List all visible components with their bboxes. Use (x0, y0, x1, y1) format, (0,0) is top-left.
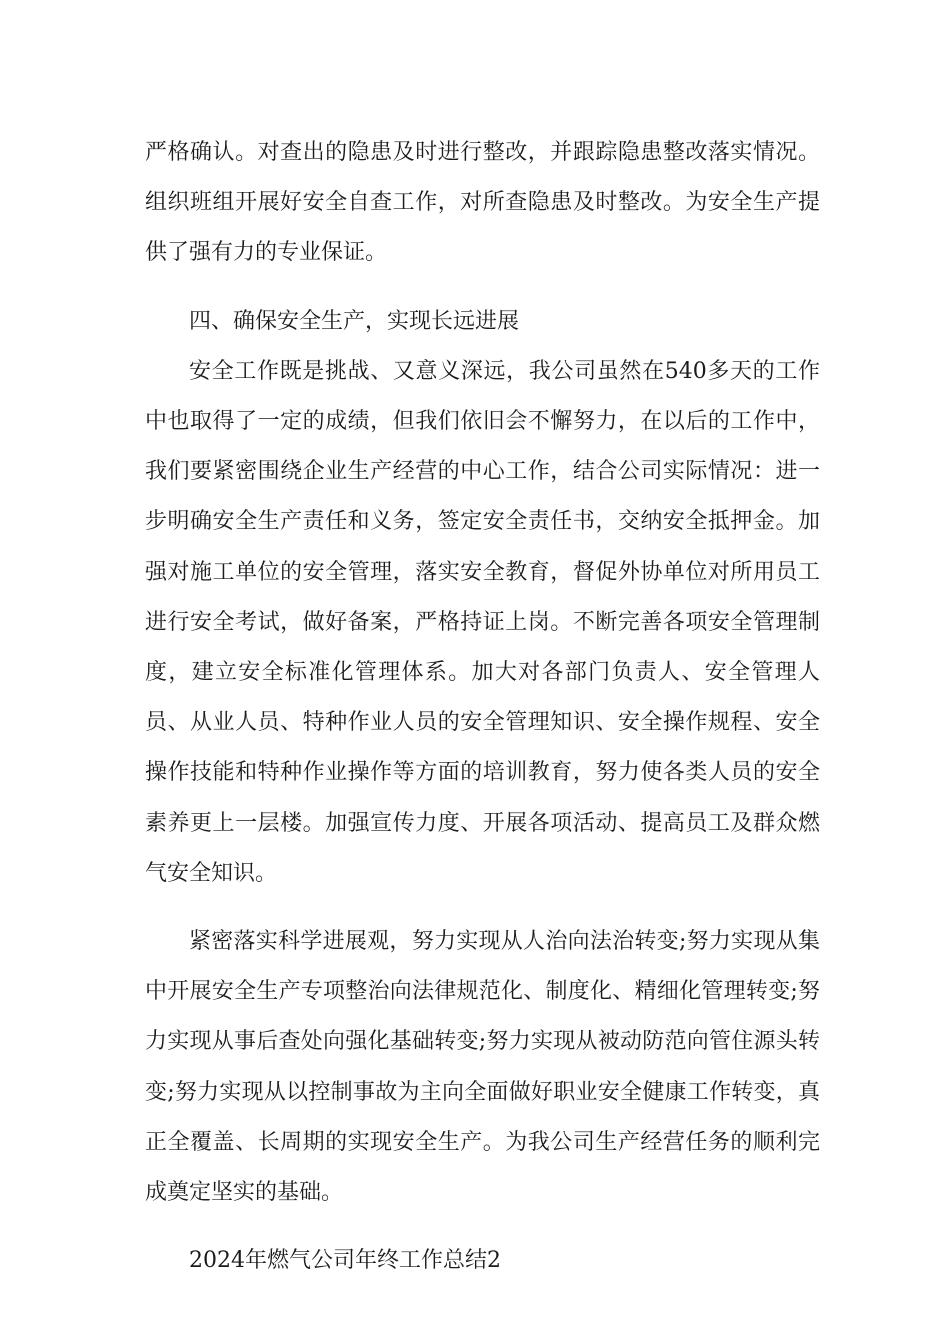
section-heading-four: 四、确保安全生产，实现长远进展 (189, 308, 520, 334)
document-body (145, 128, 820, 1286)
paragraph-gap (145, 899, 820, 917)
next-document-title: 2024年燃气公司年终工作总结2 (189, 1248, 501, 1274)
paragraph-continuation: 严格确认。对查出的隐患及时进行整改，并跟踪隐患整改落实情况。组织班组开展好安全自查工作，对所查隐患及时整改。为安全生产提供了强有力的专业保证。 (145, 140, 820, 266)
paragraph-gap (145, 1218, 820, 1236)
paragraph-scientific-development: 紧密落实科学进展观，努力实现从人治向法治转变;努力实现从集中开展安全生产专项整治向法律规范化、制度化、精细化管理转变;努力实现从事后查处向强化基础转变;努力实现从被动防范向管住源头转变;努力实现从以控制事故为主向全面做好职业安全健康工作转变，真正全覆盖、长周期的实现安全生产。为我公司生产经营任务的顺利完成奠定坚实的基础。 (145, 929, 820, 1206)
paragraph-gap (145, 279, 820, 297)
paragraph-safety-work: 安全工作既是挑战、又意义深远，我公司虽然在540多天的工作中也取得了一定的成绩，但我们依旧会不懈努力，在以后的工作中，我们要紧密围绕企业生产经营的中心工作，结合公司实际情况：进一步明确安全生产责任和义务，签定安全责任书，交纳安全抵押金。加强对施工单位的安全管理，落实安全教育，督促外协单位对所用员工进行安全考试，做好备案，严格持证上岗。不断完善各项安全管理制度，建立安全标准化管理体系。加大对各部门负责人、安全管理人员、从业人员、特种作业人员的安全管理知识、安全操作规程、安全操作技能和特种作业操作等方面的培训教育，努力使各类人员的安全素养更上一层楼。加强宣传力度、开展各项活动、提高员工及群众燃气安全知识。 (145, 358, 820, 886)
